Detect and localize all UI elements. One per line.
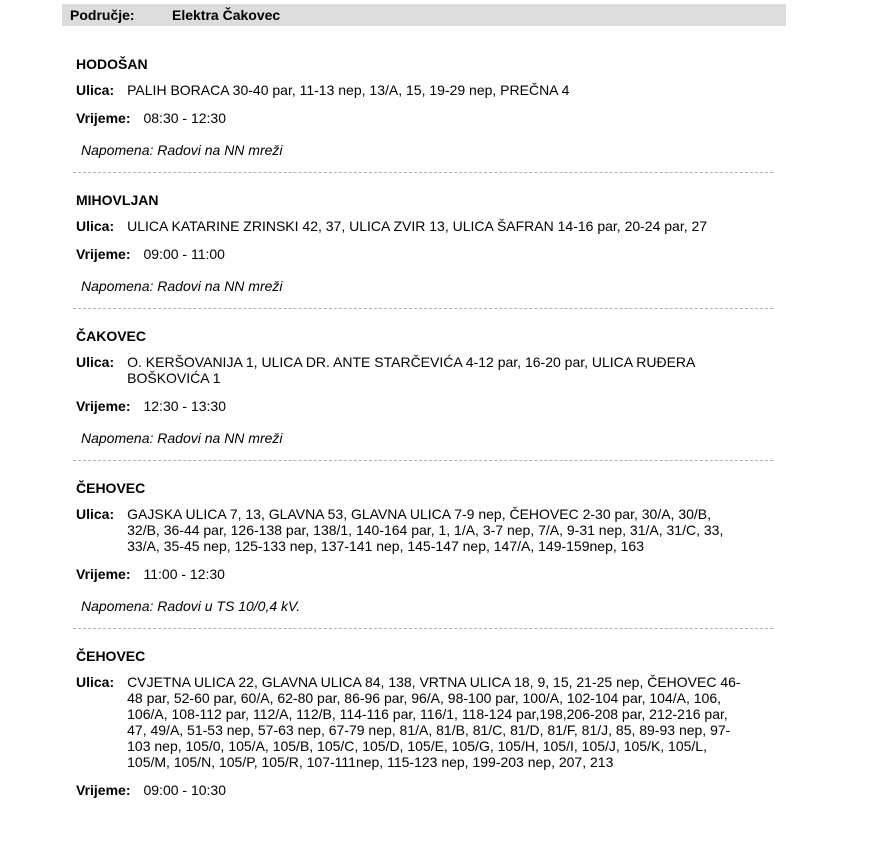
- street-row: [76, 82, 776, 98]
- street-row: [76, 354, 776, 386]
- place-name: HODOŠAN: [76, 56, 148, 72]
- time-label: Vrijeme:: [76, 782, 131, 798]
- note-text: Napomena: Radovi na NN mreži: [81, 278, 283, 294]
- entry-divider: [73, 628, 773, 629]
- street-row: [76, 506, 776, 554]
- time-row: [76, 246, 776, 262]
- area-label: Područje:: [70, 7, 135, 23]
- time-value: 11:00 - 12:30: [143, 566, 225, 582]
- place-name: ČAKOVEC: [76, 328, 147, 344]
- outage-entry: [76, 480, 776, 629]
- street-row: [76, 674, 776, 770]
- street-label: Ulica:: [76, 82, 115, 98]
- place-name: MIHOVLJAN: [76, 192, 159, 208]
- time-row: [76, 398, 776, 414]
- outage-entry: [76, 56, 776, 173]
- street-label: Ulica:: [76, 506, 115, 522]
- outage-entry: [76, 192, 776, 309]
- time-row: [76, 566, 776, 582]
- area-header: [62, 4, 786, 26]
- outage-entry: [76, 328, 776, 461]
- note-text: Napomena: Radovi u TS 10/0,4 kV.: [81, 598, 301, 614]
- place-name: ČEHOVEC: [76, 480, 146, 496]
- street-label: Ulica:: [76, 354, 115, 370]
- street-label: Ulica:: [76, 218, 115, 234]
- street-value: GAJSKA ULICA 7, 13, GLAVNA 53, GLAVNA ULICA 7-9 nep, ČEHOVEC 2-30 par, 30/A, 30/B, 32/B, 36-44 par, 126-138 par, 138/1, 140-164 par, 1, 1/A, 3-7 nep, 7/A, 9-31 nep, 31/A, 31/C, 33, 33/A, 35-45 nep, 125-133 nep, 137-141 nep, 145-147 nep, 147/A, 149-159nep, 163: [127, 506, 724, 554]
- time-value: 09:00 - 11:00: [143, 246, 225, 262]
- street-value: CVJETNA ULICA 22, GLAVNA ULICA 84, 138, VRTNA ULICA 18, 9, 15, 21-25 nep, ČEHOVEC 46-48 par, 52-60 par, 60/A, 62-80 par, 86-96 par, 96/A, 98-100 par, 100/A, 102-104 par, 104/A, 106, 106/A, 108-112 par, 112/A, 112/B, 114-116 par, 116/1, 118-124 par,198,206-208 par, 212-216 par, 47, 49/A, 51-53 nep, 57-63 nep, 67-79 nep, 81/A, 81/B, 81/C, 81/D, 81/F, 81/J, 85, 89-93 nep, 97-103 nep, 105/0, 105/A, 105/B, 105/C, 105/D, 105/E, 105/G, 105/H, 105/I, 105/J, 105/K, 105/L, 105/M, 105/N, 105/P, 105/R, 107-111nep, 115-123 nep, 199-203 nep, 207, 213: [127, 674, 741, 770]
- time-value: 08:30 - 12:30: [143, 110, 226, 126]
- outage-list: [76, 56, 776, 798]
- entry-divider: [73, 460, 773, 461]
- note-text: Napomena: Radovi na NN mreži: [81, 142, 283, 158]
- outage-entry: [76, 648, 776, 798]
- place-name: ČEHOVEC: [76, 648, 146, 664]
- street-value: PALIH BORACA 30-40 par, 11-13 nep, 13/A, 15, 19-29 nep, PREČNA 4: [127, 82, 570, 98]
- time-label: Vrijeme:: [76, 246, 131, 262]
- time-label: Vrijeme:: [76, 566, 131, 582]
- street-row: [76, 218, 776, 234]
- street-label: Ulica:: [76, 674, 115, 690]
- time-label: Vrijeme:: [76, 398, 131, 414]
- entry-divider: [73, 172, 773, 173]
- note-text: Napomena: Radovi na NN mreži: [81, 430, 283, 446]
- area-value: Elektra Čakovec: [172, 7, 281, 23]
- time-value: 12:30 - 13:30: [143, 398, 226, 414]
- entry-divider: [73, 308, 773, 309]
- time-value: 09:00 - 10:30: [143, 782, 226, 798]
- time-row: [76, 110, 776, 126]
- street-value: ULICA KATARINE ZRINSKI 42, 37, ULICA ZVIR 13, ULICA ŠAFRAN 14-16 par, 20-24 par, 27: [127, 218, 708, 234]
- time-label: Vrijeme:: [76, 110, 131, 126]
- street-value: O. KERŠOVANIJA 1, ULICA DR. ANTE STARČEVIĆA 4-12 par, 16-20 par, ULICA RUĐERA BOŠKOVIĆA 1: [127, 354, 695, 386]
- time-row: [76, 782, 776, 798]
